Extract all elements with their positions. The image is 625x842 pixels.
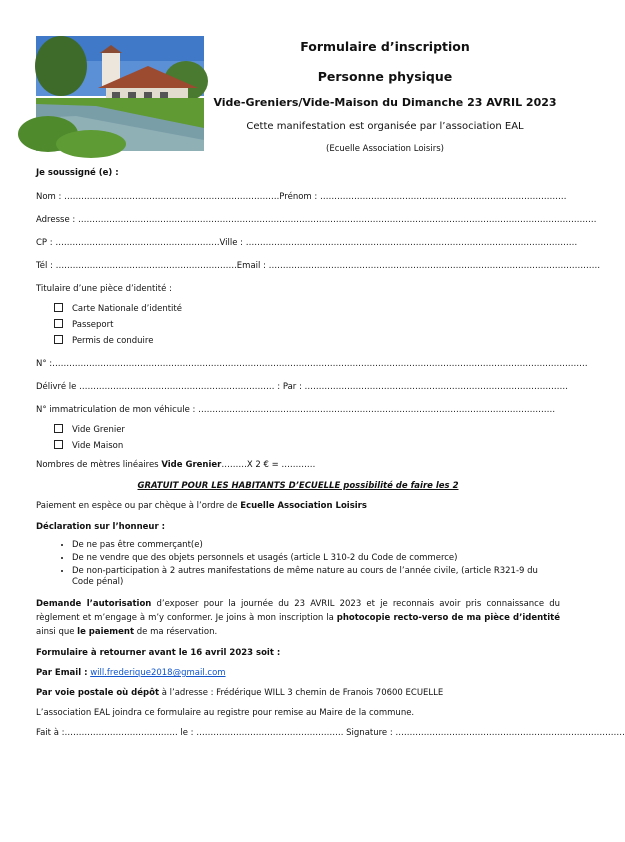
id-option-label: Carte Nationale d’identité [72,304,182,314]
numero-field[interactable]: N° :……………………………………………………………………………………………………………………………………………………………………… [36,359,588,369]
declaration-item: • De ne vendre que des objets personnels et usagés (article L 310-2 du Code de commerce) [72,553,560,564]
auth-text-2: ainsi que [36,627,78,637]
form-header [210,36,560,154]
checkbox-icon[interactable] [54,303,63,312]
id-document-label: Titulaire d’une pièce d’identité : [36,284,172,294]
email-link[interactable]: will.frederique2018@gmail.com [90,668,226,678]
paiement-text: Paiement en espèce ou par chèque à l’ordre de [36,501,241,511]
type-option-vide-grenier[interactable] [54,424,560,436]
cp-ville-field[interactable]: CP : ………………………………………………….Ville : ……………………………………………………………………………………………………… [36,238,578,248]
checkbox-icon[interactable] [54,440,63,449]
auth-bold-2: photocopie recto-verso de ma pièce d’identité [336,613,560,623]
email-label: Par Email : [36,668,88,678]
auth-bold-3: le paiement [77,627,135,637]
id-option-carte[interactable] [54,303,560,315]
event-title: Vide-Greniers/Vide-Maison du Dimanche 23 AVRIL 2023 [213,96,557,109]
form-body [36,168,625,739]
declaration-item: • De ne pas être commerçant(e) [72,540,560,551]
header-photo [36,36,204,151]
form-title: Formulaire d’inscription [300,39,470,54]
declaration-item: • De non-participation à 2 autres manifestations de même nature au cours de l’année civile, (article R321-9 du Code pénal) [72,566,560,588]
gratuit-text: GRATUIT POUR LES HABITANTS D’ECUELLE possibilité de faire les 2 [137,481,459,491]
type-option-label: Vide Maison [72,441,124,451]
declaration-title: Déclaration sur l’honneur : [36,522,166,532]
organizer-line: Cette manifestation est organisée par l’association EAL [246,121,524,132]
type-option-vide-maison[interactable] [54,440,560,452]
undersigned-label: Je soussigné (e) : [36,168,119,178]
id-option-passeport[interactable] [54,319,560,331]
authorization-paragraph [36,597,560,639]
signature-field[interactable]: Fait à :…………………………………. le : ……………………………………………. Signature : ……………………………………………………………………… [36,728,625,738]
id-option-label: Passeport [72,320,114,330]
email-line [36,668,560,679]
village-lavoir-photo [36,36,204,151]
return-deadline: Formulaire à retourner avant le 16 avril 2023 soit : [36,648,281,658]
gratuit-notice [36,481,560,492]
stand-type-list [36,424,560,452]
metres-calc: ………X 2 € = ………… [221,460,316,470]
metres-field[interactable] [36,460,560,471]
declaration-list [36,540,560,588]
tel-email-field[interactable]: Tél : ……………………………………………………….Email : ……………………………………………………………………………………………………… [36,261,601,271]
postal-label: Par voie postale où dépôt [36,688,160,698]
metres-label: Nombres de mètres linéaires [36,460,162,470]
association-name: (Ecuelle Association Loisirs) [326,144,444,154]
checkbox-icon[interactable] [54,319,63,328]
auth-text-1: d’exposer pour la journée du 23 AVRIL 2023 et je reconnais avoir pris connaissance du règlement et m’engage à m’y conformer. Je joins à mon inscription la [36,599,561,623]
id-options-list [36,303,560,347]
adresse-field[interactable]: Adresse : ………………………………………………………………………………………………………………………………………………………………… [36,215,597,225]
registry-note: L’association EAL joindra ce formulaire au registre pour remise au Maire de la commune. [36,708,415,718]
id-option-permis[interactable] [54,335,560,347]
paiement-payee: Ecuelle Association Loisirs [240,501,367,511]
metres-bold-label: Vide Grenier [161,460,222,470]
checkbox-icon[interactable] [54,335,63,344]
nom-prenom-field[interactable]: Nom : ………………………………………………………………….Prénom : …………………………………………………………………………… [36,192,567,202]
type-option-label: Vide Grenier [72,425,125,435]
postal-line [36,688,560,699]
immatriculation-field[interactable]: N° immatriculation de mon véhicule : ……………………………………………………………………………………………………………… [36,405,556,415]
delivre-field[interactable]: Délivré le …………………………………………………………… : Par : ………………………………………………………………………………… [36,382,569,392]
auth-text-3: de ma réservation. [134,627,218,637]
auth-bold-1: Demande l’autorisation [36,599,152,609]
checkbox-icon[interactable] [54,424,63,433]
postal-address: à l’adresse : Frédérique WILL 3 chemin de Franois 70600 ECUELLE [159,688,444,698]
paiement-line [36,501,560,512]
form-subtitle: Personne physique [317,69,453,84]
id-option-label: Permis de conduire [72,336,154,346]
